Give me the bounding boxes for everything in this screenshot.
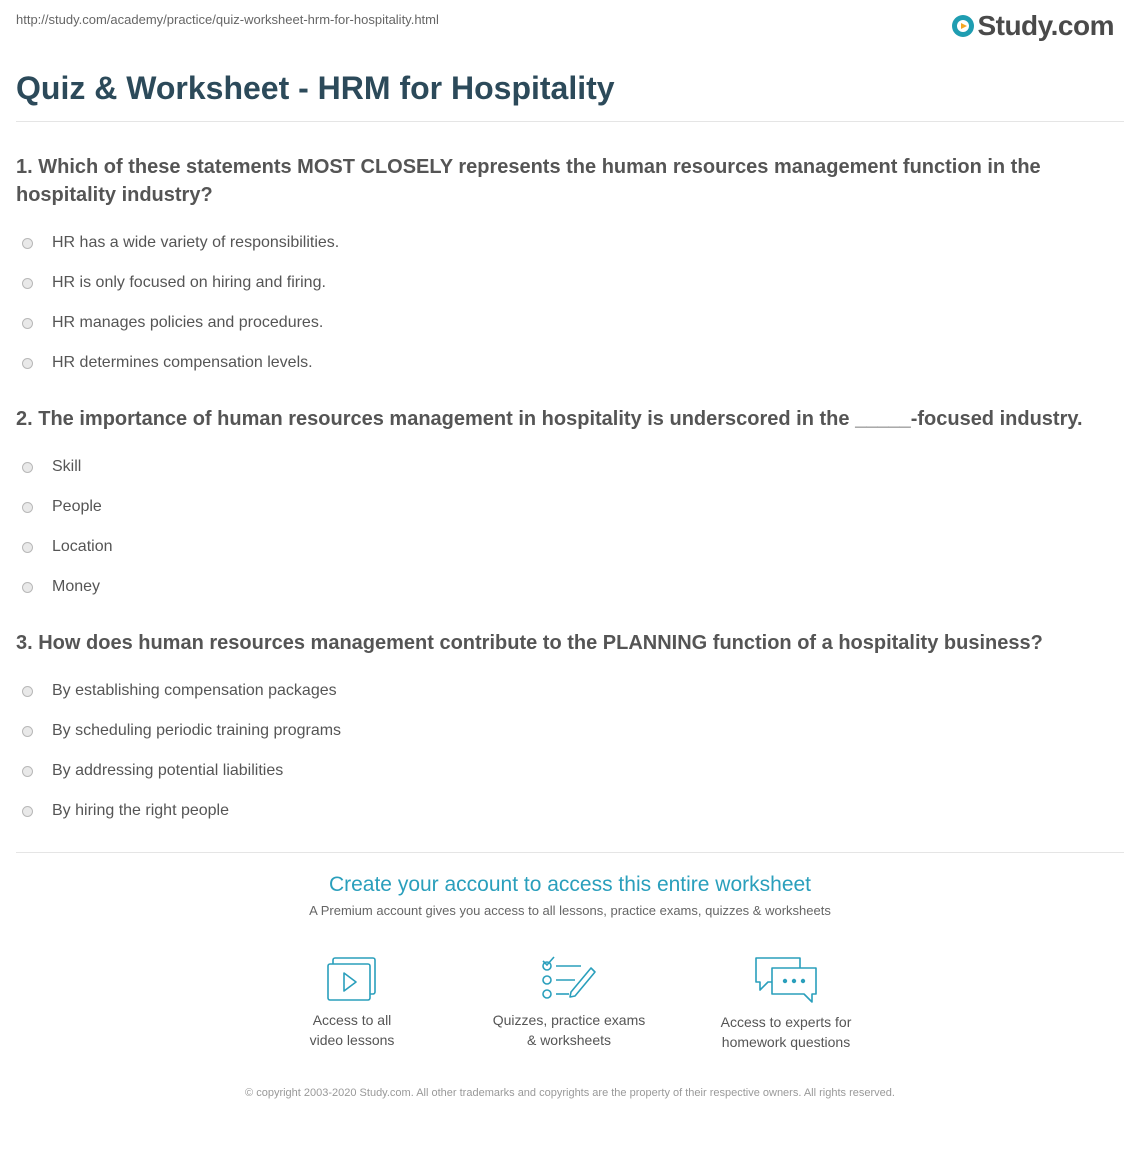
- answer-option[interactable]: [16, 751, 1124, 791]
- answer-option[interactable]: [16, 791, 1124, 831]
- answer-option[interactable]: [16, 567, 1124, 607]
- signup-cta: [0, 873, 1140, 918]
- top-bar: [16, 12, 1124, 42]
- question-text: 1. Which of these statements MOST CLOSELY represents the human resources management function in the hospitality industry?: [16, 156, 1041, 206]
- feature-experts: [676, 956, 896, 1052]
- radio-button[interactable]: [22, 502, 33, 513]
- cta-subtitle: A Premium account gives you access to all lessons, practice exams, quizzes & worksheets: [309, 903, 831, 918]
- answer-option[interactable]: [16, 263, 1124, 303]
- answer-option[interactable]: [16, 303, 1124, 343]
- answer-label: HR is only focused on hiring and firing.: [52, 274, 326, 291]
- feature-label: Access to experts for homework questions: [720, 1014, 852, 1050]
- feature-label: Quizzes, practice exams & worksheets: [492, 1012, 646, 1048]
- answer-option[interactable]: [16, 527, 1124, 567]
- answer-label: By addressing potential liabilities: [52, 762, 284, 779]
- study-logo[interactable]: [952, 10, 1114, 42]
- question-text: 3. How does human resources management contribute to the PLANNING function of a hospitality business?: [16, 632, 1043, 654]
- answer-label: Location: [52, 538, 113, 555]
- radio-button[interactable]: [22, 806, 33, 817]
- answer-label: Skill: [52, 458, 82, 475]
- radio-button[interactable]: [22, 582, 33, 593]
- radio-button[interactable]: [22, 238, 33, 249]
- feature-video-lessons: [242, 956, 462, 1050]
- question-2: [16, 405, 1124, 607]
- answer-label: HR manages policies and procedures.: [52, 314, 324, 331]
- play-logo-icon: [952, 15, 974, 37]
- copyright-text: © copyright 2003-2020 Study.com. All other trademarks and copyrights are the property of their respective owners. All rights reserved.: [245, 1087, 895, 1099]
- quiz-checklist-icon: [541, 956, 597, 1002]
- radio-button[interactable]: [22, 726, 33, 737]
- chat-bubbles-icon: [754, 956, 818, 1004]
- answer-option[interactable]: [16, 711, 1124, 751]
- radio-button[interactable]: [22, 358, 33, 369]
- radio-button[interactable]: [22, 686, 33, 697]
- radio-button[interactable]: [22, 462, 33, 473]
- answer-option[interactable]: [16, 343, 1124, 383]
- title-divider: [16, 121, 1124, 122]
- page-url: http://study.com/academy/practice/quiz-worksheet-hrm-for-hospitality.html: [16, 12, 439, 27]
- radio-button[interactable]: [22, 278, 33, 289]
- radio-button[interactable]: [22, 318, 33, 329]
- radio-button[interactable]: [22, 766, 33, 777]
- answer-label: People: [52, 498, 102, 515]
- radio-button[interactable]: [22, 542, 33, 553]
- video-lessons-icon: [326, 956, 378, 1002]
- cta-divider: [16, 852, 1124, 853]
- answer-option[interactable]: [16, 223, 1124, 263]
- answer-option[interactable]: [16, 487, 1124, 527]
- answer-label: Money: [52, 578, 101, 595]
- feature-label: Access to all video lessons: [309, 1012, 395, 1048]
- question-3: [16, 629, 1124, 831]
- answer-list: [16, 447, 1124, 607]
- answer-label: HR determines compensation levels.: [52, 354, 313, 371]
- page-title: Quiz & Worksheet - HRM for Hospitality: [16, 70, 615, 106]
- answer-label: By hiring the right people: [52, 802, 229, 819]
- answer-option[interactable]: [16, 447, 1124, 487]
- question-text: 2. The importance of human resources management in hospitality is underscored in the _____-focused industry.: [16, 408, 1083, 430]
- logo-text: Study.com: [977, 10, 1114, 41]
- feature-quizzes: [459, 956, 679, 1050]
- answer-label: HR has a wide variety of responsibilities.: [52, 234, 340, 251]
- answer-list: [16, 223, 1124, 383]
- answer-option[interactable]: [16, 671, 1124, 711]
- cta-title[interactable]: Create your account to access this entire worksheet: [328, 873, 812, 896]
- question-1: [16, 153, 1124, 383]
- answer-label: By establishing compensation packages: [52, 682, 337, 699]
- answer-list: [16, 671, 1124, 831]
- answer-label: By scheduling periodic training programs: [52, 722, 342, 739]
